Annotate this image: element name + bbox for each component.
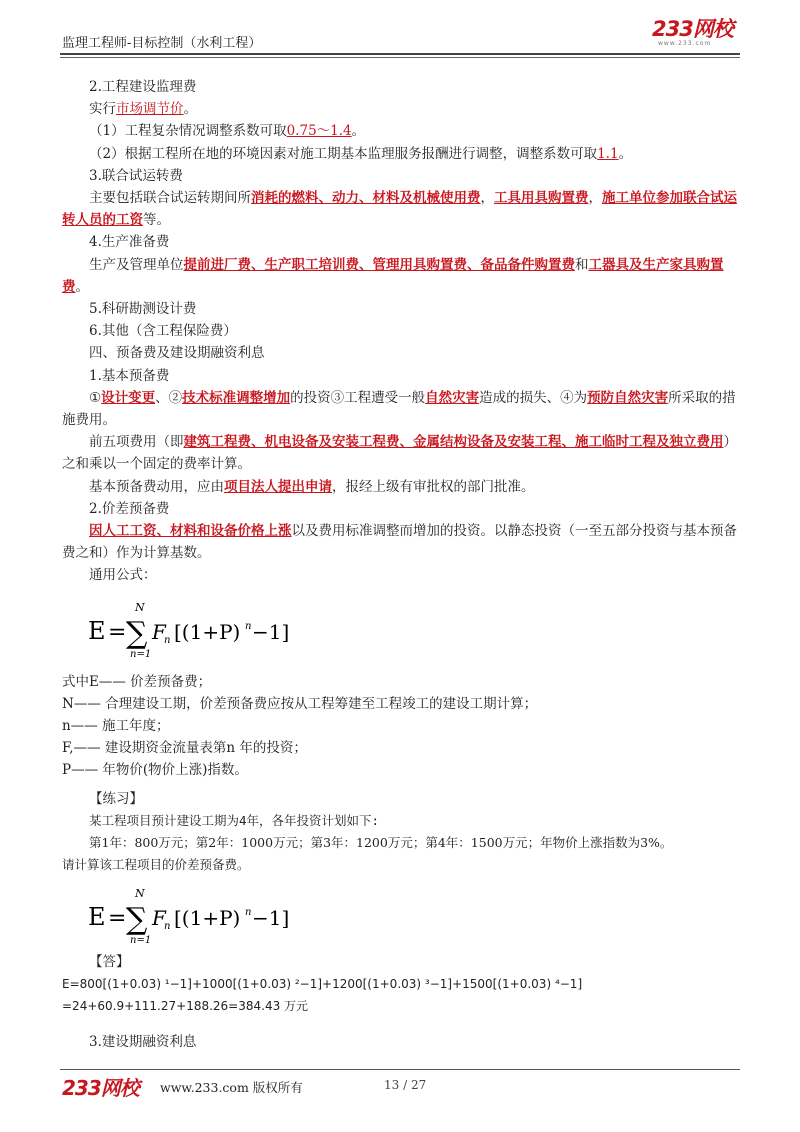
formula-block-2: [88, 883, 738, 947]
paragraph: 基本预备费动用，应由项目法人提出申请，报经上级有审批权的部门批准。: [89, 478, 535, 495]
highlight: 自然灾害: [425, 389, 480, 406]
section-title: 2.价差预备费: [89, 500, 170, 517]
page-content: [62, 76, 738, 1053]
answer-line: E=800[(1+0.03) ¹−1]+1000[(1+0.03) ²−1]+1200[(1+0.03) ³−1]+1500[(1+0.03) ⁴−1]: [62, 976, 583, 991]
answer-title: 【答】: [89, 953, 130, 970]
section-title: 3.联合试运转费: [89, 167, 183, 184]
footer-logo[interactable]: 233网校: [62, 1076, 139, 1100]
highlight: 因人工工资、材料和设备价格上涨: [89, 523, 292, 540]
highlight: 建筑工程费、机电设备及安装工程费、金属结构设备及安装工程、施工临时工程及独立费用: [183, 434, 724, 451]
formula-lhs: E: [88, 902, 106, 931]
paragraph: （1）工程复杂情况调整系数可取0.75～1.4。: [89, 123, 366, 140]
footer-copyright: www.233.com 版权所有: [160, 1080, 303, 1095]
highlight: 项目法人提出申请: [224, 478, 332, 495]
definition-line: n—— 施工年度；: [62, 718, 170, 735]
footer-divider: [60, 1069, 740, 1070]
paragraph: 生产及管理单位提前进厂费、生产职工培训费、管理用具购置费、备品备件购置费和工器具及生产家具购置费。: [62, 256, 724, 295]
brand-logo[interactable]: [652, 18, 742, 52]
section-title: 6.其他（含工程保险费）: [89, 323, 237, 340]
formula-tail: −1]: [252, 619, 290, 644]
section-title: 1.基本预备费: [89, 367, 170, 384]
formula-tail: −1]: [252, 905, 290, 930]
paragraph: 实行市场调节价。: [89, 101, 197, 118]
formula-eq: =: [108, 619, 127, 645]
header-title: 监理工程师-目标控制（水利工程）: [62, 36, 262, 51]
paragraph: ①设计变更、②技术标准调整增加的投资③工程遭受一般自然灾害造成的损失、④为预防自然灾害所采取的措施费用。: [62, 389, 736, 429]
definition-line: P—— 年物价(物价上涨)指数。: [62, 762, 248, 779]
formula-exp: n: [245, 620, 252, 632]
formula-sub: n: [164, 920, 171, 932]
formula-bracket: [(1+P): [174, 905, 241, 930]
highlight: 工具用具购置费: [494, 190, 589, 207]
definition-line: F,—— 建设期资金流量表第n 年的投资；: [62, 740, 307, 757]
formula-svg-2: [88, 883, 308, 947]
highlight: 提前进厂费、生产职工培训费、管理用具购置费、备品备件购置费: [183, 256, 575, 273]
highlight: 施工单位参加联合试运转人员的工资: [62, 190, 737, 229]
formula-lower: n=1: [130, 648, 152, 660]
practice-line: 某工程项目预计建设工期为4年，各年投资计划如下:: [89, 812, 380, 828]
answer-line: =24+60.9+111.27+188.26=384.43 万元: [62, 998, 309, 1013]
formula-sub: n: [164, 634, 171, 646]
formula-label: 通用公式：: [89, 567, 157, 584]
formula-lhs: E: [88, 616, 106, 645]
practice-line: 第1年：800万元；第2年：1000万元；第3年：1200万元；第4年：1500万元；年物价上涨指数为3%。: [89, 835, 673, 851]
highlight: 0.75～1.4: [286, 123, 352, 140]
formula-term: F: [152, 905, 166, 930]
highlight: 市场调节价: [116, 101, 184, 118]
highlight: 预防自然灾害: [587, 389, 669, 406]
practice-line: 请计算该工程项目的价差预备费。: [62, 857, 250, 873]
formula-exp: n: [245, 906, 252, 918]
formula-lower: n=1: [130, 934, 152, 946]
formula-bracket: [(1+P): [174, 619, 241, 644]
formula-svg: [88, 597, 308, 661]
highlight: 1.1: [597, 145, 619, 162]
formula-eq: =: [108, 905, 127, 931]
definition-line: 式中E—— 价差预备费；: [62, 673, 212, 690]
chapter-title: 四、预备费及建设期融资利息: [89, 345, 265, 362]
section-title: 3.建设期融资利息: [89, 1034, 197, 1051]
section-title: 4.生产准备费: [89, 234, 170, 251]
section-title: 2.工程建设监理费: [89, 79, 197, 95]
header-divider: [60, 53, 740, 55]
formula-sigma: ∑: [126, 615, 148, 651]
paragraph: 主要包括联合试运转期间所消耗的燃料、动力、材料及机械使用费，工具用具购置费，施工单位参加联合试运转人员的工资等。: [62, 190, 737, 229]
header-divider-thin: [60, 57, 740, 58]
formula-upper: N: [135, 600, 145, 614]
section-title: 5.科研勘测设计费: [89, 301, 197, 318]
paragraph: （2）根据工程所在地的环境因素对施工期基本监理服务报酬进行调整，调整系数可取1.1。: [89, 145, 633, 162]
paragraph: 因人工工资、材料和设备价格上涨以及费用标准调整而增加的投资。以静态投资（一至五部分投资与基本预备费之和）作为计算基数。: [62, 523, 737, 562]
page-number: 13 / 27: [384, 1078, 427, 1092]
formula-sigma: ∑: [126, 901, 148, 937]
highlight: 技术标准调整增加: [182, 389, 291, 406]
practice-title: 【练习】: [89, 790, 143, 807]
highlight: 消耗的燃料、动力、材料及机械使用费: [251, 190, 481, 207]
brand-logo-url: www.233.com: [658, 40, 712, 47]
formula-block: [88, 597, 738, 661]
definition-line: N—— 合理建设工期，价差预备费应按从工程筹建至工程竣工的建设工期计算；: [62, 695, 538, 712]
highlight: 设计变更: [101, 389, 156, 406]
paragraph: 前五项费用（即建筑工程费、机电设备及安装工程费、金属结构设备及安装工程、施工临时工程及独立费用）之和乘以一个固定的费率计算。: [62, 434, 737, 473]
formula-upper: N: [135, 886, 145, 900]
formula-term: F: [152, 619, 166, 644]
highlight: 工器具及生产家具购置费: [62, 256, 724, 295]
brand-logo-text: 233网校: [652, 17, 733, 41]
